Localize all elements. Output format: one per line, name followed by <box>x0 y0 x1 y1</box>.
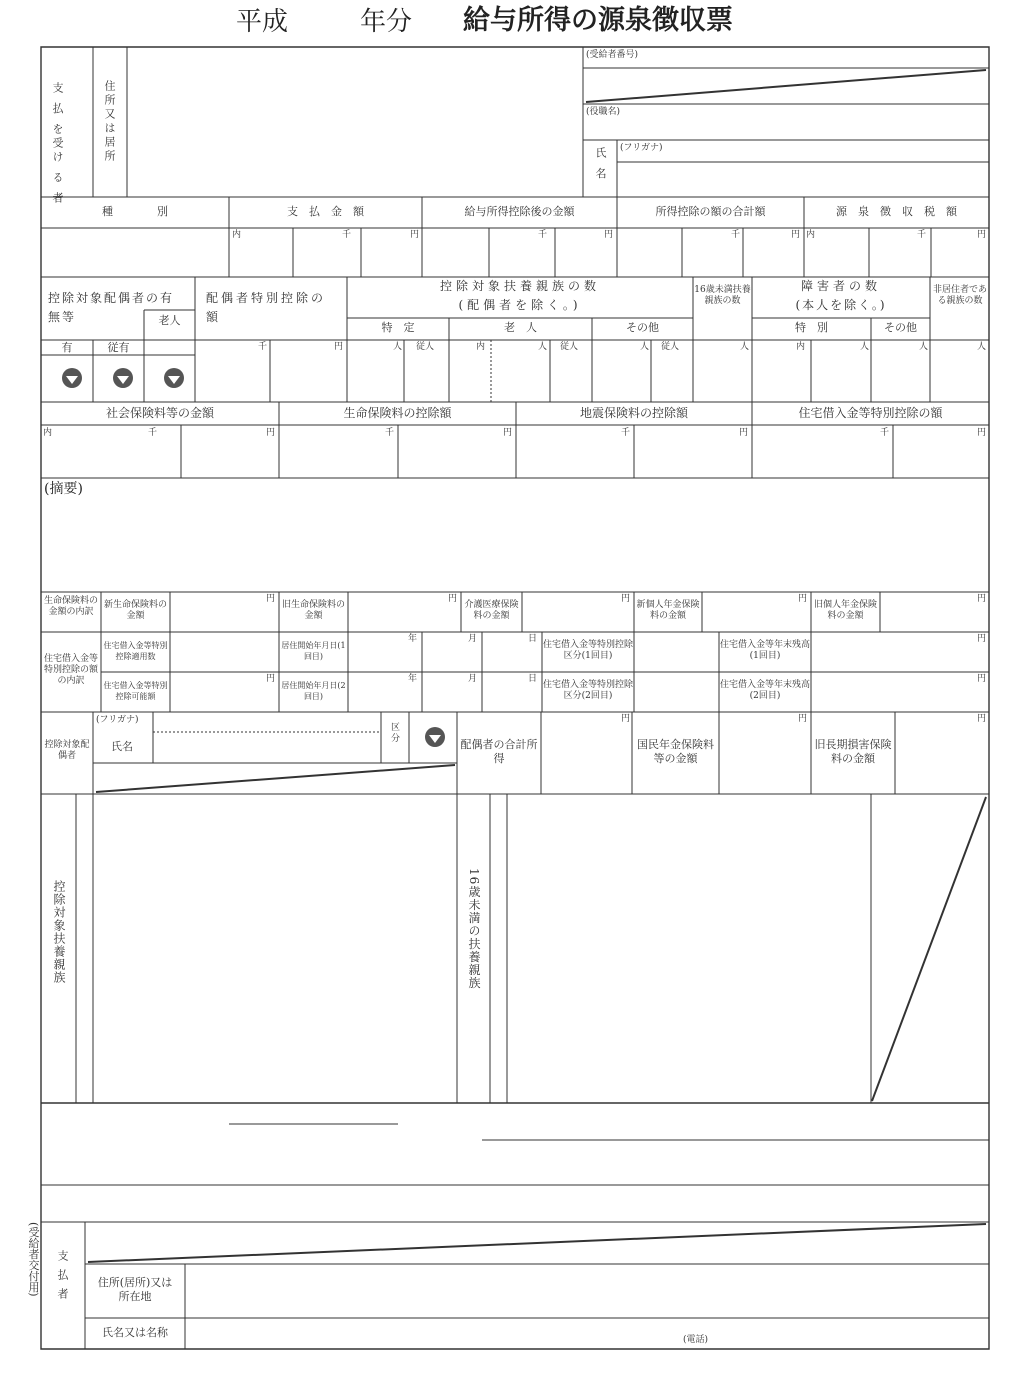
spouse-juari-dropdown[interactable] <box>113 368 133 388</box>
unit-sen: 千 <box>385 428 395 438</box>
unit-en: 円 <box>410 230 420 240</box>
unit-junin: 従人 <box>661 342 680 352</box>
unit-en: 円 <box>977 674 987 684</box>
roujin-label: 老 人 <box>504 321 537 334</box>
unit-junin: 従人 <box>416 342 435 352</box>
unit-sen: 千 <box>880 428 890 438</box>
title-era: 平成 <box>236 7 289 37</box>
unit-uchi: 内 <box>476 342 486 352</box>
tokutei-label: 特 定 <box>381 321 415 334</box>
unit-hi: 日 <box>528 674 538 684</box>
unit-uchi: 内 <box>43 428 53 438</box>
unit-hi: 日 <box>528 634 538 644</box>
amount-field-2[interactable] <box>425 242 618 276</box>
spouse-exist-label: 控除対象配偶者の有無等 <box>48 291 175 324</box>
unit-nin: 人 <box>919 342 929 352</box>
disabled-title: 障害者の数 <box>800 279 881 293</box>
old-life-label: 旧生命保険料の金額 <box>281 600 345 621</box>
kind-header: 種 別 <box>102 205 168 218</box>
spouse-furigana-label: (フリガナ) <box>96 715 139 725</box>
unit-en: 円 <box>266 428 276 438</box>
summary-label: (摘要) <box>44 481 83 497</box>
housing-deduction-header: 住宅借入金等特別控除の額 <box>798 406 943 420</box>
payer-side-label: (受給者交付用) <box>27 1222 40 1297</box>
spouse-name-field[interactable] <box>156 734 382 763</box>
recipient-no-label: (受給者番号) <box>586 50 639 60</box>
pension-label: 国民年金保険料等の金額 <box>637 738 714 765</box>
unit-sen: 千 <box>731 230 741 240</box>
furigana-label: (フリガナ) <box>620 143 663 153</box>
unit-sen: 千 <box>621 428 631 438</box>
spouse-kubun-label: 区分 <box>389 722 399 744</box>
unit-junin: 従人 <box>560 342 579 352</box>
spouse-name-label: 氏名 <box>111 740 133 753</box>
payer-label: 支払者 <box>56 1250 69 1307</box>
unit-en: 円 <box>604 230 614 240</box>
name-field[interactable] <box>620 164 989 197</box>
housing-detail-row-label: 住宅借入金等特別控除の額の内訳 <box>43 654 98 686</box>
disabled-sub: (本人を除く。) <box>795 298 887 312</box>
unit-nin: 人 <box>538 342 548 352</box>
unit-nen: 年 <box>408 674 418 684</box>
unit-uchi: 内 <box>796 342 806 352</box>
total-deduction-header: 所得控除の額の合計額 <box>655 205 766 218</box>
payer-name-label: 氏名又は名称 <box>102 1326 168 1339</box>
unit-en: 円 <box>791 230 801 240</box>
applied-count-label: 住宅借入金等特別控除適用数 <box>103 641 168 661</box>
payer-name-field[interactable] <box>188 1320 682 1349</box>
social-insurance-header: 社会保険料等の金額 <box>105 406 214 420</box>
payer-address-field[interactable] <box>188 1266 990 1318</box>
under16-label: 16歳未満扶養親族の数 <box>694 285 751 306</box>
unit-en: 円 <box>739 428 749 438</box>
unit-tsuki: 月 <box>468 674 478 684</box>
unit-tsuki: 月 <box>468 634 478 644</box>
address-label: 住所又は居所 <box>103 80 116 164</box>
old-long-term-label: 旧長期損害保険料の金額 <box>814 738 892 765</box>
unit-en: 円 <box>977 428 987 438</box>
disabled-special-label: 特 別 <box>795 321 828 334</box>
juari-label: 従有 <box>107 341 130 354</box>
new-pension-label: 新個人年金保険料の金額 <box>636 600 700 621</box>
unit-en: 円 <box>266 674 276 684</box>
unit-sen: 千 <box>258 342 268 352</box>
unit-sen: 千 <box>538 230 548 240</box>
unit-en: 円 <box>503 428 513 438</box>
kubun2-label: 住宅借入金等特別控除区分(2回目) <box>543 680 634 701</box>
start2-label: 居住開始年月日(2回目) <box>281 681 346 701</box>
unit-en: 円 <box>977 594 987 604</box>
dependents-label: 控除対象扶養親族 <box>52 880 66 984</box>
spouse-elderly-dropdown[interactable] <box>164 368 184 388</box>
unit-en: 円 <box>621 714 631 724</box>
old-pension-label: 旧個人年金保険料の金額 <box>813 600 877 621</box>
disabled-other-label: その他 <box>884 321 917 334</box>
kubun1-label: 住宅借入金等特別控除区分(1回目) <box>543 640 634 661</box>
life-insurance-header: 生命保険料の控除額 <box>343 406 452 420</box>
amount-field-1[interactable] <box>232 242 423 276</box>
unit-sen: 千 <box>342 230 352 240</box>
unit-nin: 人 <box>860 342 870 352</box>
spouse-kubun-dropdown[interactable] <box>425 727 445 747</box>
unit-en: 円 <box>334 342 344 352</box>
payer-phone-label: (電話) <box>683 1335 709 1345</box>
unit-nen: 年 <box>408 634 418 644</box>
unit-nin: 人 <box>393 342 403 352</box>
position-field[interactable] <box>640 106 989 140</box>
life-detail-row-label: 生命保険料の金額の内訳 <box>43 596 98 617</box>
unit-en: 円 <box>798 594 808 604</box>
withholding-tax-header: 源 泉 徴 収 税 額 <box>836 205 957 218</box>
page-title: 給与所得の源泉徴収票 <box>463 5 733 36</box>
spouse-income-label: 配偶者の合計所得 <box>460 738 538 765</box>
unit-en: 円 <box>448 594 458 604</box>
amount-field-4[interactable] <box>807 242 990 276</box>
amount-field-0[interactable] <box>44 242 230 276</box>
summary-field[interactable] <box>44 500 988 592</box>
unit-en: 円 <box>798 714 808 724</box>
unit-en: 円 <box>266 594 276 604</box>
name-label: 氏 名 <box>594 147 607 182</box>
unit-nin: 人 <box>640 342 650 352</box>
possible-amount-label: 住宅借入金等特別控除可能額 <box>103 681 168 701</box>
unit-uchi: 内 <box>806 230 816 240</box>
balance2-label: 住宅借入金等年末残高(2回目) <box>720 680 811 701</box>
position-label: (役職名) <box>586 107 621 117</box>
care-label: 介護医療保険料の金額 <box>464 600 519 621</box>
start1-label: 居住開始年月日(1回目) <box>281 641 346 661</box>
payer-main-field[interactable] <box>88 1226 990 1262</box>
balance1-label: 住宅借入金等年末残高(1回目) <box>720 640 811 661</box>
under16-dependents-label: 16歳未満の扶養親族 <box>467 868 481 990</box>
earthquake-insurance-header: 地震保険料の控除額 <box>579 406 688 420</box>
unit-nin: 人 <box>977 342 987 352</box>
spouse-exist-dropdown[interactable] <box>62 368 82 388</box>
unit-en: 円 <box>977 714 987 724</box>
nonresident-label: 非居住者である親族の数 <box>932 285 987 306</box>
dependents-title: 控除対象扶養親族の数 <box>439 279 600 293</box>
unit-sen: 千 <box>148 428 158 438</box>
unit-nin: 人 <box>740 342 750 352</box>
dependents-sub: (配偶者を除く。) <box>458 298 582 312</box>
sonota-label: その他 <box>626 321 659 334</box>
payee-side-label: 支 払 を受け る 者 <box>51 82 64 206</box>
address-field[interactable] <box>130 50 584 196</box>
payment-header: 支 払 金 額 <box>287 205 364 218</box>
amount-field-3[interactable] <box>620 242 805 276</box>
payer-address-label: 住所(居所)又は所在地 <box>97 1276 173 1303</box>
title-year-label: 年分 <box>360 7 413 37</box>
unit-en: 円 <box>977 230 987 240</box>
unit-en: 円 <box>621 594 631 604</box>
unit-uchi: 内 <box>232 230 242 240</box>
ari-label: 有 <box>61 341 73 354</box>
unit-en: 円 <box>977 634 987 644</box>
unit-sen: 千 <box>917 230 927 240</box>
elderly-label: 老人 <box>158 314 181 327</box>
new-life-label: 新生命保険料の金額 <box>103 600 167 621</box>
spouse-detail-label: 控除対象配偶者 <box>44 740 90 761</box>
special-deduction-label: 配偶者特別控除の額 <box>206 291 327 324</box>
after-deduction-header: 給与所得控除後の金額 <box>464 205 575 218</box>
